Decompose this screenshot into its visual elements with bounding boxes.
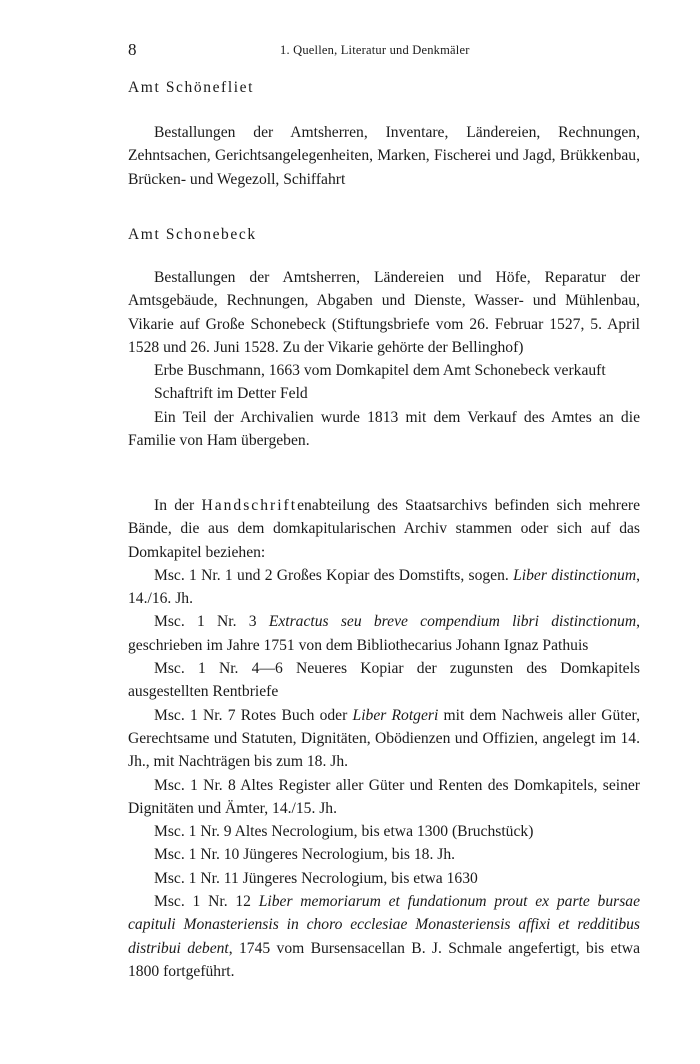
manuscript-entry: Msc. 1 Nr. 7 Rotes Buch oder Liber Rotgeri mit dem Nachweis aller Güter, Gerechtsame und Statuten, Dignitäten, Obödienzen und Offizien, angelegt im 14. Jh., mit Nachträgen bis zum 18. Jh. xyxy=(128,706,641,771)
paragraph: Erbe Buschmann, 1663 vom Domkapitel dem Amt Schonebeck verkauft xyxy=(154,362,606,380)
manuscript-entry: Msc. 1 Nr. 1 und 2 Großes Kopiar des Domstifts, sogen. Liber distinctionum, 14./16. Jh. xyxy=(128,566,641,608)
manuscript-entry: Msc. 1 Nr. 9 Altes Necrologium, bis etwa 1300 (Bruchstück) xyxy=(154,823,534,841)
manuscript-entry: Msc. 1 Nr. 3 Extractus seu breve compendium libri distinctionum, geschrieben im Jahre 1751 von dem Bibliothecarius Johann Ignaz Pathuis xyxy=(128,613,640,654)
manuscripts-intro: In der Handschriftenabteilung des Staatsarchivs befinden sich mehrere Bände, die aus dem domkapitularischen Archiv stammen oder sich auf das Domkapitel beziehen: xyxy=(128,497,640,561)
paragraph: Schaftrift im Detter Feld xyxy=(154,385,308,403)
manuscript-entry: Msc. 1 Nr. 11 Jüngeres Necrologium, bis etwa 1630 xyxy=(154,869,478,887)
manuscript-entry: Msc. 1 Nr. 4—6 Neueres Kopiar der zugunsten des Domkapitels ausgestellten Rentbriefe xyxy=(128,660,640,701)
section-body-amt-schonebeck xyxy=(128,266,640,452)
section-heading-amt-schoenefliet: Amt Schönefliet xyxy=(128,79,255,96)
page-number: 8 xyxy=(128,40,137,59)
running-head: 1. Quellen, Literatur und Denkmäler xyxy=(280,43,470,57)
section-heading-amt-schonebeck: Amt Schonebeck xyxy=(128,226,257,243)
paragraph: Ein Teil der Archivalien wurde 1813 mit dem Verkauf des Amtes an die Familie von Ham übergeben. xyxy=(128,408,640,450)
section-body-amt-schoenefliet xyxy=(128,121,640,191)
manuscript-entry: Msc. 1 Nr. 10 Jüngeres Necrologium, bis 18. Jh. xyxy=(154,846,456,864)
paragraph: Bestallungen der Amtsherren, Ländereien und Höfe, Reparatur der Amtsgebäude, Rechnungen, Abgaben und Dienste, Wasser- und Mühlenbau, Vikarie auf Große Schonebeck (Stiftungsbriefe vom 26. Februar 1527, 5. April 1528 und 26. Juni 1528. Zu der Vikarie gehörte der Bellinghof) xyxy=(128,269,640,356)
page-header xyxy=(128,40,640,62)
manuscript-entry: Msc. 1 Nr. 12 Liber memoriarum et fundationum prout ex parte bursae capituli Monasteriensis in choro ecclesiae Monasteriensis affixi et redditibus distribui debent, 1745 vom Bursensacellan B. J. Schmale angefertigt, bis etwa 1800 fortgeführt. xyxy=(128,893,641,980)
manuscript-entry: Msc. 1 Nr. 8 Altes Register aller Güter und Renten des Domkapitels, seiner Dignitäten und Ämter, 14./15. Jh. xyxy=(128,776,640,817)
manuscripts-section xyxy=(128,494,640,983)
paragraph: Bestallungen der Amtsherren, Inventare, Ländereien, Rechnungen, Zehntsachen, Gerichtsangelegenheiten, Marken, Fischerei und Jagd, Brükkenbau, Brücken- und Wegezoll, Schiffahrt xyxy=(128,124,640,188)
